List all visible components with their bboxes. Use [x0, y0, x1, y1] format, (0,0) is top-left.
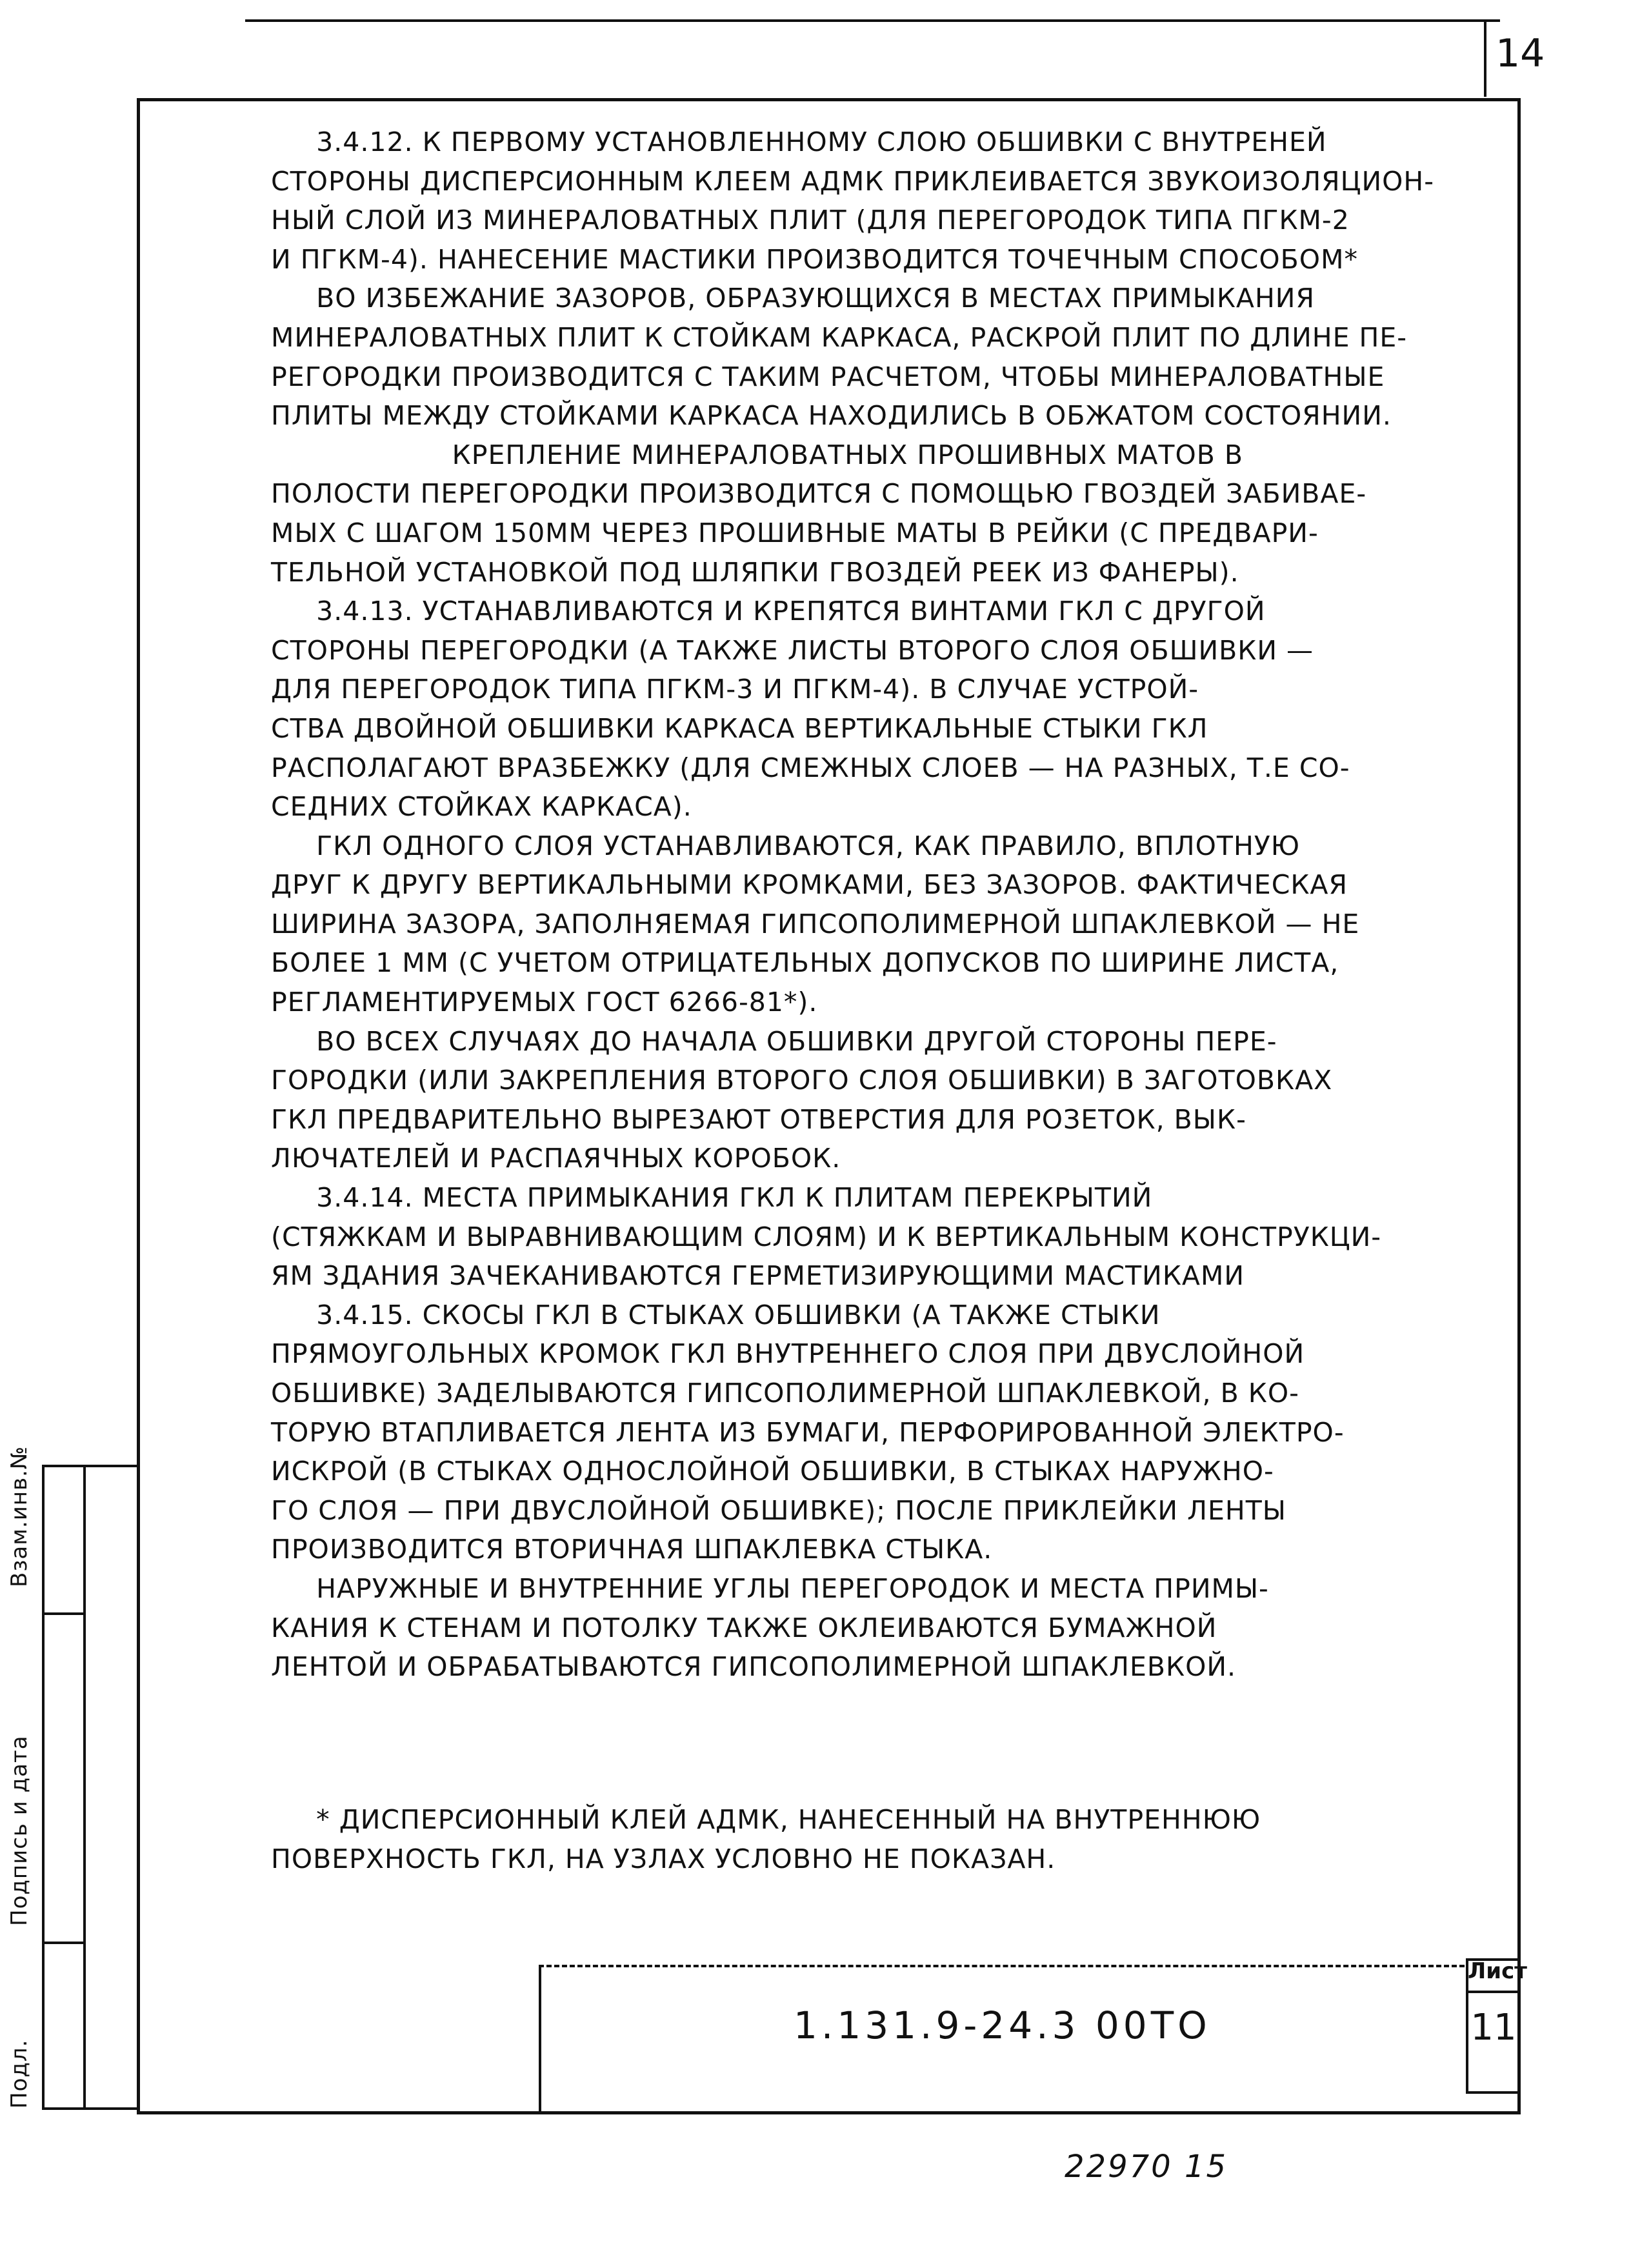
- side-stamp-label-signature-date: Подпись и дата: [6, 1735, 32, 1926]
- body-line: 3.4.13. УСТАНАВЛИВАЮТСЯ И КРЕПЯТСЯ ВИНТАМИ ГКЛ С ДРУГОЙ: [271, 596, 1266, 627]
- body-line: ИСКРОЙ (В СТЫКАХ ОДНОСЛОЙНОЙ ОБШИВКИ, В СТЫКАХ НАРУЖНО-: [271, 1456, 1274, 1487]
- body-line: МИНЕРАЛОВАТНЫХ ПЛИТ К СТОЙКАМ КАРКАСА, РАСКРОЙ ПЛИТ ПО ДЛИНЕ ПЕ-: [271, 321, 1408, 353]
- body-line: НЫЙ СЛОЙ ИЗ МИНЕРАЛОВАТНЫХ ПЛИТ (ДЛЯ ПЕРЕГОРОДОК ТИПА ПГКМ-2: [271, 205, 1350, 236]
- footnote: [271, 1800, 1497, 1878]
- footnote-line: ПОВЕРХНОСТЬ ГКЛ, НА УЗЛАХ УСЛОВНО НЕ ПОКАЗАН.: [271, 1843, 1056, 1874]
- body-line: РЕГОРОДКИ ПРОИЗВОДИТСЯ С ТАКИМ РАСЧЕТОМ, ЧТОБЫ МИНЕРАЛОВАТНЫЕ: [271, 361, 1385, 392]
- body-line: ТЕЛЬНОЙ УСТАНОВКОЙ ПОД ШЛЯПКИ ГВОЗДЕЙ РЕЕК ИЗ ФАНЕРЫ).: [271, 556, 1239, 588]
- sheet-label: Лист: [1468, 1958, 1527, 1984]
- body-line: ОБШИВКЕ) ЗАДЕЛЫВАЮТСЯ ГИПСОПОЛИМЕРНОЙ ШПАКЛЕВКОЙ, В КО-: [271, 1378, 1299, 1409]
- body-line: МЫХ С ШАГОМ 150ММ ЧЕРЕЗ ПРОШИВНЫЕ МАТЫ В РЕЙКИ (С ПРЕДВАРИ-: [271, 517, 1319, 548]
- body-line: ГОРОДКИ (ИЛИ ЗАКРЕПЛЕНИЯ ВТОРОГО СЛОЯ ОБШИВКИ) В ЗАГОТОВКАХ: [271, 1065, 1333, 1096]
- body-line: БОЛЕЕ 1 ММ (С УЧЕТОМ ОТРИЦАТЕЛЬНЫХ ДОПУСКОВ ПО ШИРИНЕ ЛИСТА,: [271, 947, 1339, 979]
- body-line: ВО ИЗБЕЖАНИЕ ЗАЗОРОВ, ОБРАЗУЮЩИХСЯ В МЕСТАХ ПРИМЫКАНИЯ: [271, 283, 1315, 314]
- body-line: СТОРОНЫ ПЕРЕГОРОДКИ (А ТАКЖЕ ЛИСТЫ ВТОРОГО СЛОЯ ОБШИВКИ —: [271, 634, 1314, 666]
- body-line: 3.4.14. МЕСТА ПРИМЫКАНИЯ ГКЛ К ПЛИТАМ ПЕРЕКРЫТИЙ: [271, 1182, 1153, 1214]
- sheet-number: 11: [1470, 2007, 1517, 2049]
- body-line: ПЛИТЫ МЕЖДУ СТОЙКАМИ КАРКАСА НАХОДИЛИСЬ В ОБЖАТОМ СОСТОЯНИИ.: [271, 400, 1392, 432]
- side-stamp: [42, 1465, 137, 2110]
- body-line: КАНИЯ К СТЕНАМ И ПОТОЛКУ ТАКЖЕ ОКЛЕИВАЮТСЯ БУМАЖНОЙ: [271, 1612, 1217, 1643]
- body-line: НАРУЖНЫЕ И ВНУТРЕННИЕ УГЛЫ ПЕРЕГОРОДОК И МЕСТА ПРИМЫ-: [271, 1572, 1269, 1604]
- side-stamp-row-divider: [45, 1612, 83, 1615]
- sheet-number-divider: [1466, 1991, 1521, 1993]
- top-sheet-line: [245, 19, 1500, 22]
- body-line: ДЛЯ ПЕРЕГОРОДОК ТИПА ПГКМ-3 И ПГКМ-4). В СЛУЧАЕ УСТРОЙ-: [271, 674, 1199, 705]
- body-line: СТВА ДВОЙНОЙ ОБШИВКИ КАРКАСА ВЕРТИКАЛЬНЫЕ СТЫКИ ГКЛ: [271, 712, 1208, 744]
- document-code: 1.131.9-24.3 00ТО: [794, 2003, 1211, 2047]
- body-line: 3.4.15. СКОСЫ ГКЛ В СТЫКАХ ОБШИВКИ (А ТАКЖЕ СТЫКИ: [271, 1299, 1161, 1330]
- side-stamp-label-original: Подл.: [6, 2039, 32, 2109]
- document-body-text: [271, 123, 1497, 1687]
- footnote-line: * ДИСПЕРСИОННЫЙ КЛЕЙ АДМК, НАНЕСЕННЫЙ НА ВНУТРЕННЮЮ: [271, 1804, 1261, 1835]
- inventory-number: 22970 15: [1065, 2149, 1228, 2185]
- body-line: ГО СЛОЯ — ПРИ ДВУСЛОЙНОЙ ОБШИВКЕ); ПОСЛЕ ПРИКЛЕЙКИ ЛЕНТЫ: [271, 1494, 1286, 1526]
- body-line: ПРОИЗВОДИТСЯ ВТОРИЧНАЯ ШПАКЛЕВКА СТЫКА.: [271, 1534, 993, 1565]
- body-line: ПРЯМОУГОЛЬНЫХ КРОМОК ГКЛ ВНУТРЕННЕГО СЛОЯ ПРИ ДВУСЛОЙНОЙ: [271, 1338, 1305, 1370]
- body-line: ВО ВСЕХ СЛУЧАЯХ ДО НАЧАЛА ОБШИВКИ ДРУГОЙ СТОРОНЫ ПЕРЕ-: [271, 1025, 1277, 1057]
- body-line: 3.4.12. К ПЕРВОМУ УСТАНОВЛЕННОМУ СЛОЮ ОБШИВКИ С ВНУТРЕНЕЙ: [271, 126, 1327, 157]
- body-line: ЯМ ЗДАНИЯ ЗАЧЕКАНИВАЮТСЯ ГЕРМЕТИЗИРУЮЩИМИ МАСТИКАМИ: [271, 1260, 1245, 1292]
- body-line: ШИРИНА ЗАЗОРА, ЗАПОЛНЯЕМАЯ ГИПСОПОЛИМЕРНОЙ ШПАКЛЕВКОЙ — НЕ: [271, 908, 1360, 939]
- body-line: ТОРУЮ ВТАПЛИВАЕТСЯ ЛЕНТА ИЗ БУМАГИ, ПЕРФОРИРОВАННОЙ ЭЛЕКТРО-: [271, 1416, 1345, 1448]
- body-line: СТОРОНЫ ДИСПЕРСИОННЫМ КЛЕЕМ АДМК ПРИКЛЕИВАЕТСЯ ЗВУКОИЗОЛЯЦИОН-: [271, 165, 1435, 197]
- side-stamp-column-divider: [83, 1467, 86, 2107]
- body-line: СЕДНИХ СТОЙКАХ КАРКАСА).: [271, 791, 692, 823]
- body-line: ЛЮЧАТЕЛЕЙ И РАСПАЯЧНЫХ КОРОБОК.: [271, 1143, 841, 1174]
- page-number-top: 14: [1496, 31, 1545, 76]
- body-line: РЕГЛАМЕНТИРУЕМЫХ ГОСТ 6266-81*).: [271, 987, 818, 1018]
- body-line: КРЕПЛЕНИЕ МИНЕРАЛОВАТНЫХ ПРОШИВНЫХ МАТОВ В: [271, 439, 1244, 470]
- body-line: ДРУГ К ДРУГУ ВЕРТИКАЛЬНЫМИ КРОМКАМИ, БЕЗ ЗАЗОРОВ. ФАКТИЧЕСКАЯ: [271, 869, 1348, 901]
- body-line: ГКЛ ОДНОГО СЛОЯ УСТАНАВЛИВАЮТСЯ, КАК ПРАВИЛО, ВПЛОТНУЮ: [271, 830, 1301, 861]
- title-block-top-line: [539, 1965, 1465, 1967]
- body-line: ГКЛ ПРЕДВАРИТЕЛЬНО ВЫРЕЗАЮТ ОТВЕРСТИЯ ДЛЯ РОЗЕТОК, ВЫК-: [271, 1103, 1246, 1135]
- body-line: И ПГКМ-4). НАНЕСЕНИЕ МАСТИКИ ПРОИЗВОДИТСЯ ТОЧЕЧНЫМ СПОСОБОМ*: [271, 243, 1358, 275]
- body-line: ЛЕНТОЙ И ОБРАБАТЫВАЮТСЯ ГИПСОПОЛИМЕРНОЙ ШПАКЛЕВКОЙ.: [271, 1651, 1237, 1683]
- side-stamp-label-replacement-inventory: Взам.инв.№: [6, 1445, 32, 1587]
- body-line: ПОЛОСТИ ПЕРЕГОРОДКИ ПРОИЗВОДИТСЯ С ПОМОЩЬЮ ГВОЗДЕЙ ЗАБИВАЕ-: [271, 478, 1367, 510]
- body-line: (СТЯЖКАМ И ВЫРАВНИВАЮЩИМ СЛОЯМ) И К ВЕРТИКАЛЬНЫМ КОНСТРУКЦИ-: [271, 1221, 1382, 1252]
- side-stamp-row-divider: [45, 1942, 83, 1944]
- body-line: РАСПОЛАГАЮТ ВРАЗБЕЖКУ (ДЛЯ СМЕЖНЫХ СЛОЕВ — НА РАЗНЫХ, Т.Е СО-: [271, 752, 1350, 783]
